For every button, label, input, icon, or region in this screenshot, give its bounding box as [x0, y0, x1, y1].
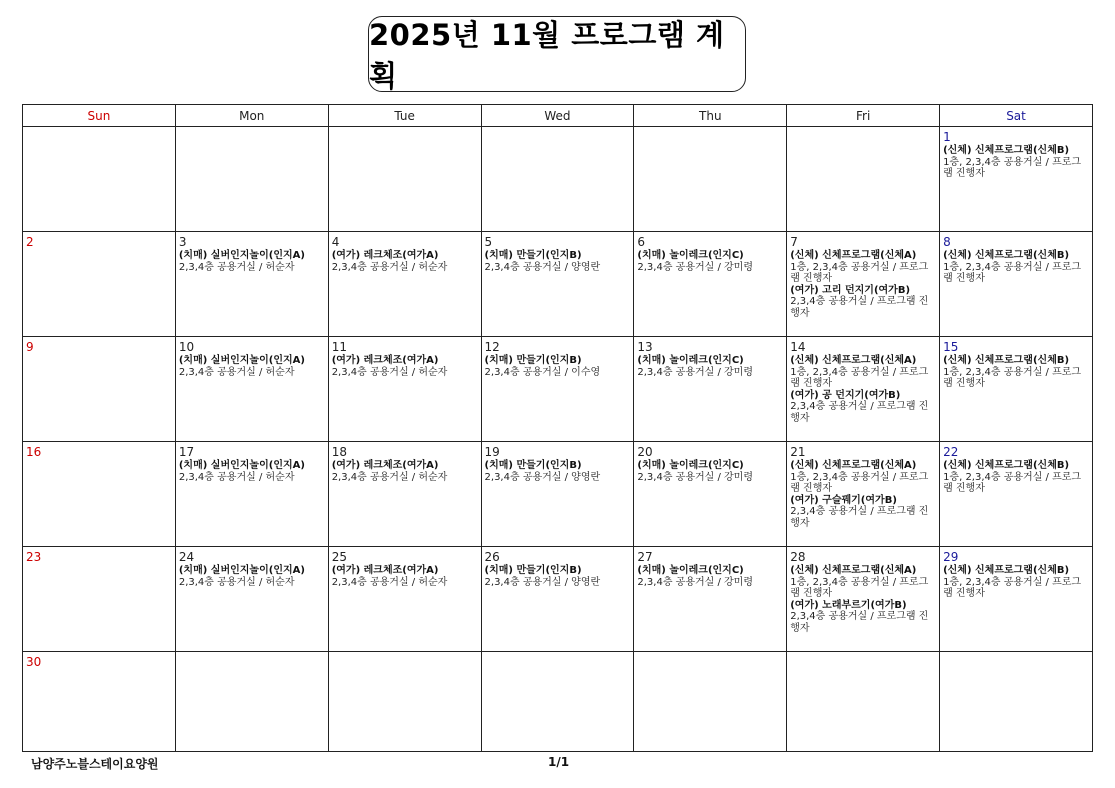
calendar-day-cell[interactable] — [634, 652, 787, 752]
event-title: (신체) 신체프로그램(신체A) — [790, 565, 917, 576]
calendar-day-cell[interactable] — [787, 232, 940, 337]
event-detail: 1층, 2,3,4층 공용거실 / 프로그램 진행자 — [943, 156, 1082, 179]
day-number: 19 — [484, 445, 500, 459]
event-title: (치매) 놀이레크(인지C) — [637, 355, 744, 366]
weekday-header-mon: Mon — [175, 105, 328, 127]
calendar-day-cell[interactable] — [634, 337, 787, 442]
event-detail: 2,3,4층 공용거실 / 양영란 — [484, 576, 601, 588]
calendar-day-cell[interactable] — [940, 127, 1093, 232]
day-number: 26 — [484, 550, 500, 564]
calendar-event[interactable] — [790, 355, 936, 390]
day-number: 8 — [943, 235, 951, 249]
calendar-day-cell[interactable] — [481, 232, 634, 337]
day-number: 9 — [26, 340, 34, 354]
calendar-event[interactable] — [179, 460, 325, 483]
calendar-event[interactable] — [637, 250, 783, 273]
event-title: (치매) 만들기(인지B) — [484, 355, 582, 366]
calendar-week-row — [23, 337, 1093, 442]
calendar-day-cell[interactable] — [481, 652, 634, 752]
event-title: (여가) 레크체조(여가A) — [331, 460, 439, 471]
calendar-week-row — [23, 442, 1093, 547]
event-title: (신체) 신체프로그램(신체A) — [790, 355, 917, 366]
calendar-day-cell[interactable] — [787, 442, 940, 547]
event-title: (여가) 레크체조(여가A) — [331, 355, 439, 366]
title-box — [368, 16, 746, 92]
weekday-header-tue: Tue — [328, 105, 481, 127]
calendar-day-cell[interactable] — [940, 337, 1093, 442]
event-title: (여가) 레크체조(여가A) — [331, 250, 439, 261]
event-detail: 2,3,4층 공용거실 / 강미령 — [637, 576, 754, 588]
day-number: 20 — [637, 445, 653, 459]
calendar-day-cell[interactable] — [23, 127, 176, 232]
event-title: (신체) 신체프로그램(신체B) — [943, 250, 1070, 261]
calendar-day-cell[interactable] — [787, 652, 940, 752]
day-number: 27 — [637, 550, 653, 564]
calendar-event[interactable] — [332, 250, 478, 273]
calendar-event[interactable] — [943, 250, 1089, 285]
calendar-week-row — [23, 652, 1093, 752]
calendar-day-cell[interactable] — [23, 442, 176, 547]
event-detail: 2,3,4층 공용거실 / 양영란 — [484, 471, 601, 483]
day-number: 17 — [178, 445, 195, 459]
event-detail: 1층, 2,3,4층 공용거실 / 프로그램 진행자 — [943, 261, 1082, 284]
day-number: 21 — [790, 445, 806, 459]
calendar-day-cell[interactable] — [634, 442, 787, 547]
calendar-event[interactable] — [790, 460, 936, 495]
event-detail: 2,3,4층 공용거실 / 프로그램 진행자 — [790, 401, 929, 424]
weekday-header-wed: Wed — [481, 105, 634, 127]
event-detail: 2,3,4층 공용거실 / 강미령 — [637, 471, 754, 483]
calendar-event[interactable] — [790, 565, 936, 600]
event-title: (치매) 실버인지놀이(인지A) — [178, 460, 305, 471]
event-detail: 2,3,4층 공용거실 / 허순자 — [178, 471, 295, 483]
calendar-day-cell[interactable] — [328, 232, 481, 337]
calendar-event[interactable] — [790, 390, 936, 425]
event-title: (신체) 신체프로그램(신체A) — [790, 460, 917, 471]
weekday-header-row — [23, 105, 1093, 127]
event-detail: 2,3,4층 공용거실 / 허순자 — [331, 366, 448, 378]
event-title: (치매) 실버인지놀이(인지A) — [178, 355, 305, 366]
page-number: 1/1 — [548, 755, 570, 769]
page-title: 2025년 11월 프로그램 계획 — [369, 18, 725, 93]
calendar-event[interactable] — [179, 250, 325, 273]
calendar-day-cell[interactable] — [481, 127, 634, 232]
calendar-week-row — [23, 547, 1093, 652]
event-detail: 2,3,4층 공용거실 / 허순자 — [178, 261, 295, 273]
calendar-event[interactable] — [332, 355, 478, 378]
calendar-event[interactable] — [790, 495, 936, 530]
event-title: (치매) 만들기(인지B) — [484, 460, 582, 471]
weekday-header-sat: Sat — [940, 105, 1093, 127]
calendar-event[interactable] — [637, 355, 783, 378]
day-number: 24 — [178, 550, 195, 564]
event-title: (치매) 놀이레크(인지C) — [637, 460, 744, 471]
calendar-day-cell[interactable] — [940, 442, 1093, 547]
event-detail: 2,3,4층 공용거실 / 허순자 — [331, 261, 448, 273]
day-number: 2 — [26, 235, 34, 249]
event-title: (치매) 놀이레크(인지C) — [637, 250, 744, 261]
day-number: 7 — [790, 235, 798, 249]
event-title: (치매) 실버인지놀이(인지A) — [178, 250, 305, 261]
calendar-day-cell[interactable] — [175, 547, 328, 652]
calendar-day-cell[interactable] — [23, 547, 176, 652]
event-detail: 1층, 2,3,4층 공용거실 / 프로그램 진행자 — [943, 366, 1082, 389]
event-detail: 2,3,4층 공용거실 / 강미령 — [637, 261, 754, 273]
calendar-day-cell[interactable] — [175, 232, 328, 337]
calendar-body — [23, 127, 1093, 752]
calendar-event[interactable] — [485, 250, 631, 273]
weekday-header-fri: Fri — [787, 105, 940, 127]
day-number: 25 — [331, 550, 347, 564]
calendar-day-cell[interactable] — [328, 652, 481, 752]
day-number: 1 — [943, 130, 951, 144]
day-number: 30 — [26, 655, 42, 669]
day-number: 22 — [943, 445, 959, 459]
day-number: 29 — [943, 550, 959, 564]
day-number: 23 — [26, 550, 42, 564]
calendar-event[interactable] — [485, 460, 631, 483]
event-detail: 1층, 2,3,4층 공용거실 / 프로그램 진행자 — [790, 576, 929, 599]
calendar-day-cell[interactable] — [787, 127, 940, 232]
calendar-day-cell[interactable] — [23, 652, 176, 752]
event-detail: 2,3,4층 공용거실 / 프로그램 진행자 — [790, 506, 929, 529]
day-number: 12 — [484, 340, 500, 354]
event-title: (신체) 신체프로그램(신체B) — [943, 145, 1070, 156]
calendar-grid — [22, 104, 1093, 752]
event-title: (여가) 고리 던지기(여가B) — [790, 284, 911, 296]
organization-name: 남양주노블스테이요양원 — [31, 757, 159, 771]
calendar-event[interactable] — [485, 565, 631, 588]
calendar-week-row — [23, 232, 1093, 337]
calendar-event[interactable] — [790, 285, 936, 320]
calendar-day-cell[interactable] — [328, 337, 481, 442]
calendar-event[interactable] — [332, 565, 478, 588]
event-detail: 2,3,4층 공용거실 / 허순자 — [178, 576, 295, 588]
event-detail: 2,3,4층 공용거실 / 프로그램 진행자 — [790, 296, 929, 319]
calendar-event[interactable] — [790, 250, 936, 285]
calendar-day-cell[interactable] — [787, 547, 940, 652]
event-detail: 2,3,4층 공용거실 / 강미령 — [637, 366, 754, 378]
calendar-day-cell[interactable] — [328, 127, 481, 232]
calendar-event[interactable] — [637, 460, 783, 483]
event-title: (여가) 공 던지기(여가B) — [790, 389, 901, 401]
event-title: (신체) 신체프로그램(신체B) — [943, 460, 1070, 471]
event-detail: 1층, 2,3,4층 공용거실 / 프로그램 진행자 — [790, 366, 929, 389]
event-title: (치매) 실버인지놀이(인지A) — [178, 565, 305, 576]
event-title: (신체) 신체프로그램(신체A) — [790, 250, 917, 261]
event-detail: 2,3,4층 공용거실 / 허순자 — [331, 576, 448, 588]
event-detail: 1층, 2,3,4층 공용거실 / 프로그램 진행자 — [790, 261, 929, 284]
calendar-event[interactable] — [332, 460, 478, 483]
calendar-day-cell[interactable] — [175, 652, 328, 752]
calendar-event[interactable] — [943, 355, 1089, 390]
calendar-event[interactable] — [179, 355, 325, 378]
event-title: (치매) 만들기(인지B) — [484, 565, 582, 576]
event-detail: 2,3,4층 공용거실 / 허순자 — [178, 366, 295, 378]
calendar-day-cell[interactable] — [787, 337, 940, 442]
event-detail: 2,3,4층 공용거실 / 양영란 — [484, 261, 601, 273]
calendar-week-row — [23, 127, 1093, 232]
calendar-day-cell[interactable] — [940, 547, 1093, 652]
calendar-day-cell[interactable] — [940, 652, 1093, 752]
calendar-day-cell[interactable] — [328, 442, 481, 547]
calendar-day-cell[interactable] — [23, 232, 176, 337]
calendar-day-cell[interactable] — [634, 547, 787, 652]
day-number: 11 — [331, 340, 347, 354]
calendar-event[interactable] — [485, 355, 631, 378]
day-number: 5 — [484, 235, 493, 249]
calendar-day-cell[interactable] — [175, 337, 328, 442]
calendar-event[interactable] — [179, 565, 325, 588]
event-detail: 2,3,4층 공용거실 / 프로그램 진행자 — [790, 611, 929, 634]
day-number: 10 — [178, 340, 195, 354]
event-title: (여가) 구슬꿰기(여가B) — [790, 494, 897, 506]
calendar-event[interactable] — [943, 145, 1089, 180]
weekday-header-thu: Thu — [634, 105, 787, 127]
day-number: 18 — [331, 445, 347, 459]
calendar-event[interactable] — [943, 565, 1089, 600]
calendar-day-cell[interactable] — [481, 547, 634, 652]
calendar-event[interactable] — [790, 600, 936, 635]
day-number: 14 — [790, 340, 806, 354]
day-number: 4 — [331, 235, 340, 249]
day-number: 3 — [178, 235, 187, 249]
event-detail: 2,3,4층 공용거실 / 이수영 — [484, 366, 601, 378]
weekday-header-sun: Sun — [23, 105, 176, 127]
calendar-day-cell[interactable] — [481, 337, 634, 442]
day-number: 16 — [26, 445, 42, 459]
event-title: (여가) 레크체조(여가A) — [331, 565, 439, 576]
event-title: (여가) 노래부르기(여가B) — [790, 599, 907, 611]
day-number: 15 — [943, 340, 959, 354]
event-detail: 1층, 2,3,4층 공용거실 / 프로그램 진행자 — [943, 576, 1082, 599]
calendar-day-cell[interactable] — [175, 442, 328, 547]
calendar-event[interactable] — [637, 565, 783, 588]
event-detail: 1층, 2,3,4층 공용거실 / 프로그램 진행자 — [943, 471, 1082, 494]
calendar-day-cell[interactable] — [328, 547, 481, 652]
calendar-day-cell[interactable] — [634, 127, 787, 232]
calendar-day-cell[interactable] — [634, 232, 787, 337]
day-number: 6 — [637, 235, 646, 249]
event-title: (치매) 만들기(인지B) — [484, 250, 582, 261]
calendar-event[interactable] — [943, 460, 1089, 495]
calendar-day-cell[interactable] — [23, 337, 176, 442]
day-number: 28 — [790, 550, 806, 564]
calendar-day-cell[interactable] — [175, 127, 328, 232]
event-detail: 1층, 2,3,4층 공용거실 / 프로그램 진행자 — [790, 471, 929, 494]
event-detail: 2,3,4층 공용거실 / 허순자 — [331, 471, 448, 483]
day-number: 13 — [637, 340, 653, 354]
event-title: (신체) 신체프로그램(신체B) — [943, 565, 1070, 576]
event-title: (신체) 신체프로그램(신체B) — [943, 355, 1070, 366]
calendar-day-cell[interactable] — [481, 442, 634, 547]
event-title: (치매) 놀이레크(인지C) — [637, 565, 744, 576]
calendar-day-cell[interactable] — [940, 232, 1093, 337]
